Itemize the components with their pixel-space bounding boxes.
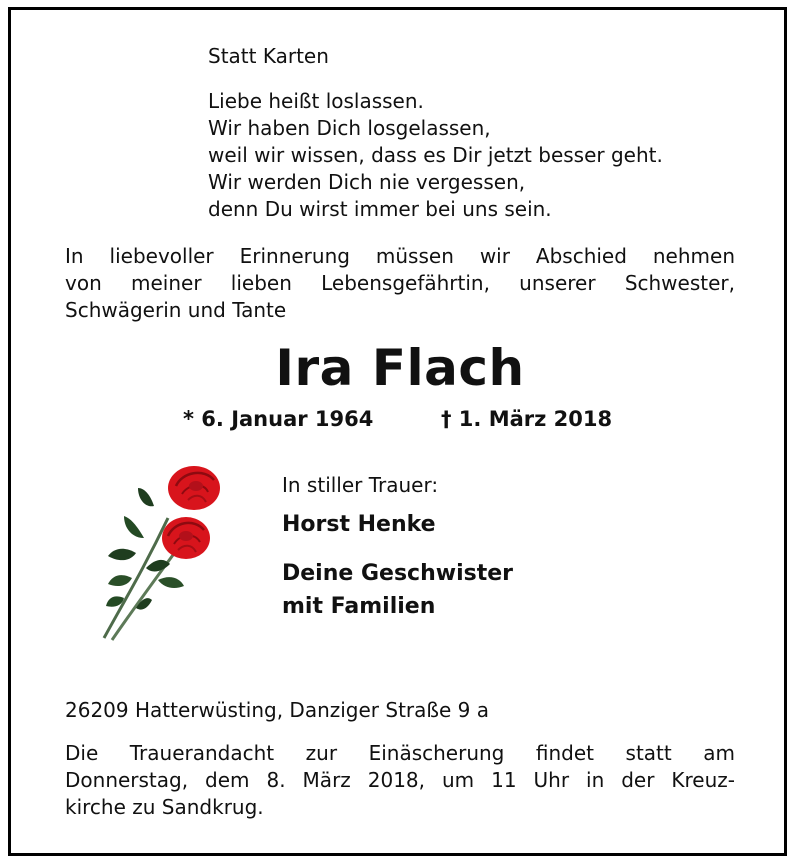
deceased-name: Ira Flach <box>275 339 525 397</box>
mourning-heading: In stiller Trauer: <box>282 473 439 497</box>
red-roses-illustration <box>96 458 236 643</box>
poem-line: Wir werden Dich nie vergessen, <box>208 170 526 194</box>
service-line: Donnerstag, dem 8. März 2018, um 11 Uhr in der Kreuz- <box>65 768 735 792</box>
poem-line: Wir haben Dich losgelassen, <box>208 116 491 140</box>
poem <box>208 88 663 223</box>
mourner-group-line: Deine Geschwister <box>282 561 513 586</box>
service-line: kirche zu Sandkrug. <box>65 795 264 819</box>
poem-line: denn Du wirst immer bei uns sein. <box>208 197 552 221</box>
statt-karten-text: Statt Karten <box>208 44 329 68</box>
poem-line: Liebe heißt loslassen. <box>208 89 424 113</box>
intro-paragraph <box>65 243 735 324</box>
mourner-group <box>282 557 513 623</box>
address: 26209 Hatterwüsting, Danziger Straße 9 a <box>65 698 490 722</box>
intro-line: In liebevoller Erinnerung müssen wir Abschied nehmen <box>65 244 735 268</box>
poem-line: weil wir wissen, dass es Dir jetzt besser geht. <box>208 143 663 167</box>
service-line: Die Trauerandacht zur Einäscherung findet statt am <box>65 741 735 765</box>
service-paragraph <box>65 740 735 821</box>
birth-date: * 6. Januar 1964 <box>183 407 374 431</box>
intro-line: Schwägerin und Tante <box>65 298 287 322</box>
intro-line: von meiner lieben Lebensgefährtin, unserer Schwester, <box>65 271 735 295</box>
mourner-group-line: mit Familien <box>282 594 436 619</box>
death-date: † 1. März 2018 <box>441 407 613 431</box>
mourner-name: Horst Henke <box>282 512 436 537</box>
